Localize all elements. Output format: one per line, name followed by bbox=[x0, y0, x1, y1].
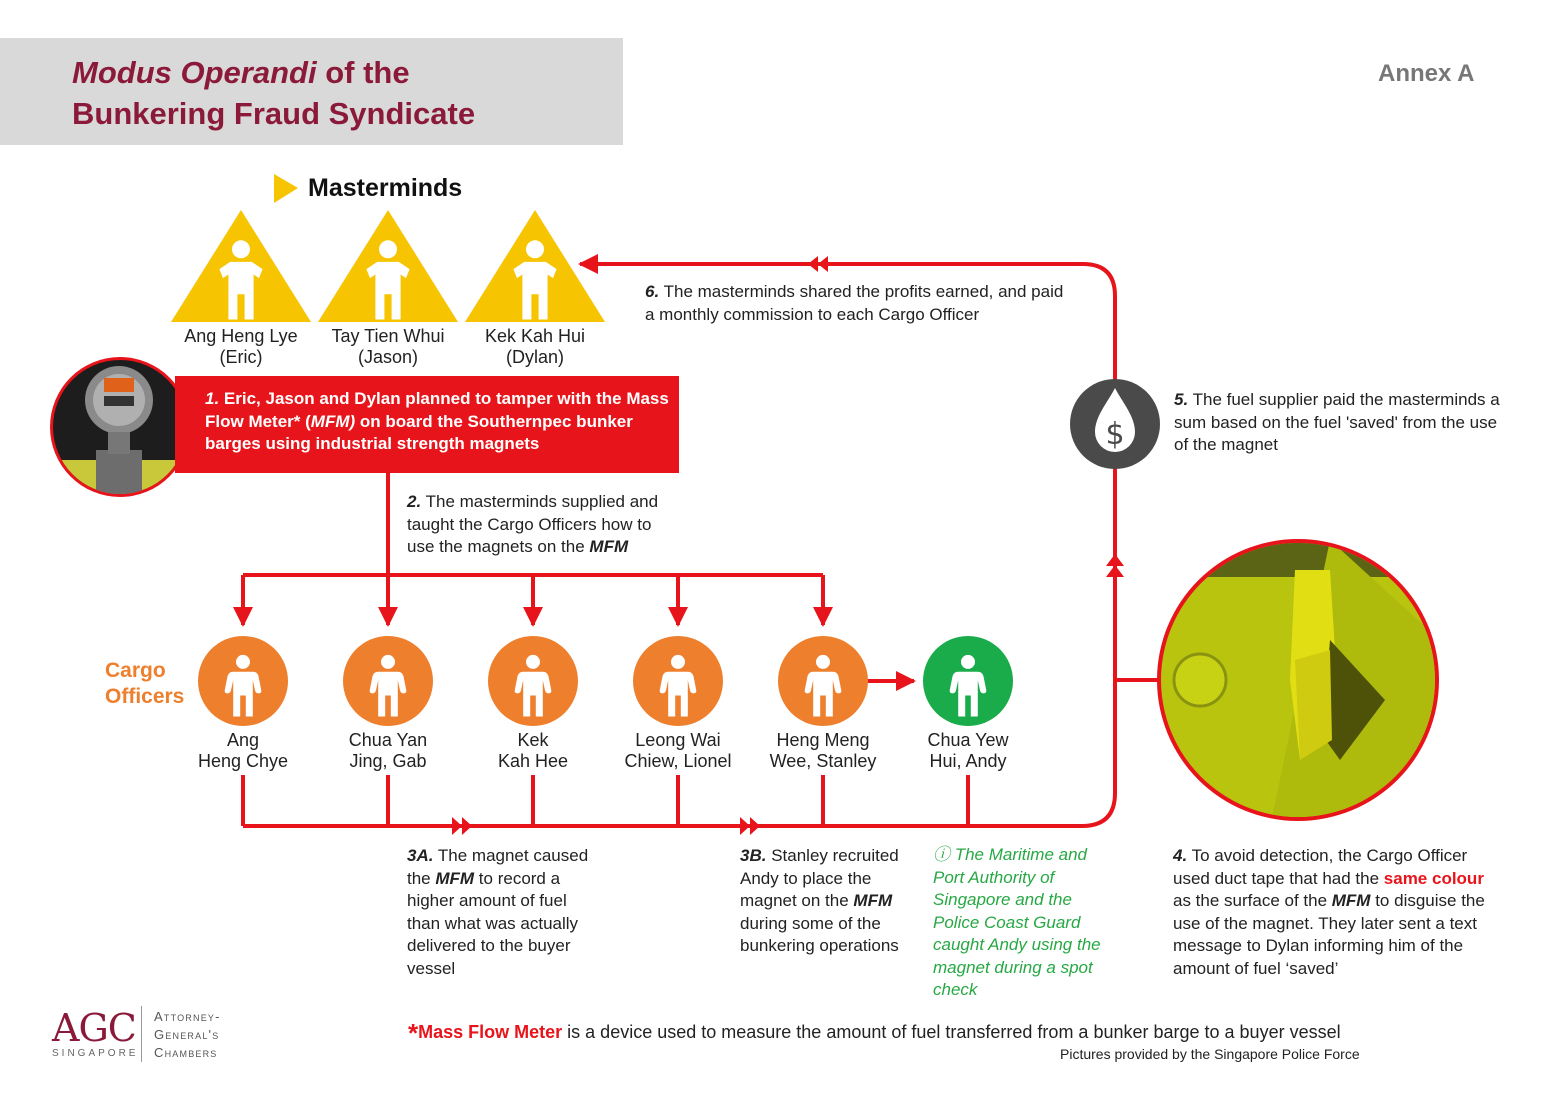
step-5-text: 5. The fuel supplier paid the masterminds a sum based on the fuel 'saved' from the use of the magnet bbox=[1174, 390, 1500, 454]
duct-tape-photo bbox=[1155, 537, 1445, 827]
officer-name-2: Chua Yan Jing, Gab bbox=[348, 730, 428, 771]
mastermind-name-1: Ang Heng Lye (Eric) bbox=[184, 326, 298, 367]
agc-full-name: Attorney- General's Chambers bbox=[154, 1009, 221, 1060]
money-drop-icon bbox=[1070, 379, 1160, 469]
agc-logo-subtitle: SINGAPORE bbox=[52, 1048, 139, 1059]
masterminds-heading: Masterminds bbox=[308, 174, 463, 202]
officer-icon-5 bbox=[778, 636, 868, 726]
footnote: *Mass Flow Meter is a device used to measure the amount of fuel transferred from a bunker barge to a buyer vessel bbox=[408, 1018, 1341, 1048]
step-3a-text: 3A. The magnet caused the MFM to record a higher amount of fuel than what was actually delivered to the buyer vessel bbox=[407, 846, 589, 978]
step-3b-text: 3B. Stanley recruited Andy to place the magnet on the MFM during some of the bunkering operations bbox=[740, 846, 899, 955]
step-1-text: 1. Eric, Jason and Dylan planned to tamper with the Mass Flow Meter* (MFM) on board the Southernpec bunker barges using industrial strength magnets bbox=[205, 389, 669, 453]
officer-icon-1 bbox=[198, 636, 288, 726]
officer-icon-2 bbox=[343, 636, 433, 726]
annex-label: Annex A bbox=[1378, 60, 1475, 87]
dollar-sign: $ bbox=[1105, 417, 1125, 452]
mass-flow-meter-photo bbox=[50, 357, 190, 500]
officer-icon-4 bbox=[633, 636, 723, 726]
officer-name-3: Kek Kah Hee bbox=[497, 730, 569, 771]
mastermind-eric bbox=[171, 210, 311, 322]
officer-name-4: Leong Wai Chiew, Lionel bbox=[624, 730, 732, 771]
officer-name-1: Ang Heng Chye bbox=[197, 730, 289, 771]
logo-divider bbox=[141, 1006, 142, 1062]
agc-logo: AGC bbox=[52, 1006, 136, 1050]
officer-name-5: Heng Meng Wee, Stanley bbox=[769, 730, 877, 771]
step-6-text: 6. The masterminds shared the profits earned, and paid a monthly commission to each Cargo Officer bbox=[645, 282, 1064, 324]
step-4-text: 4. To avoid detection, the Cargo Officer used duct tape that had the same colour as the surface of the MFM to disguise the use of the magnet. They later sent a text message to Dylan informing him of the amount of fuel ‘saved’ bbox=[1173, 846, 1485, 978]
step-2-text: 2. The masterminds supplied and taught the Cargo Officers how to use the magnets on the MFM bbox=[407, 492, 659, 556]
officer-icon-3 bbox=[488, 636, 578, 726]
cargo-officers-heading: Cargo Officers bbox=[105, 659, 185, 708]
mastermind-name-3: Kek Kah Hui (Dylan) bbox=[484, 326, 586, 367]
page-title: Modus Operandi of the Bunkering Fraud Syndicate bbox=[72, 55, 476, 131]
mastermind-jason bbox=[318, 210, 458, 322]
photo-credit: Pictures provided by the Singapore Police Force bbox=[1060, 1046, 1360, 1062]
spot-check-note: ⓘ The Maritime and Port Authority of Singapore and the Police Coast Guard caught Andy using the magnet during a spot check bbox=[933, 845, 1101, 999]
play-icon bbox=[274, 174, 298, 203]
officer-icon-6 bbox=[923, 636, 1013, 726]
mastermind-name-2: Tay Tien Whui (Jason) bbox=[331, 326, 445, 367]
officer-name-6: Chua Yew Hui, Andy bbox=[927, 730, 1009, 771]
